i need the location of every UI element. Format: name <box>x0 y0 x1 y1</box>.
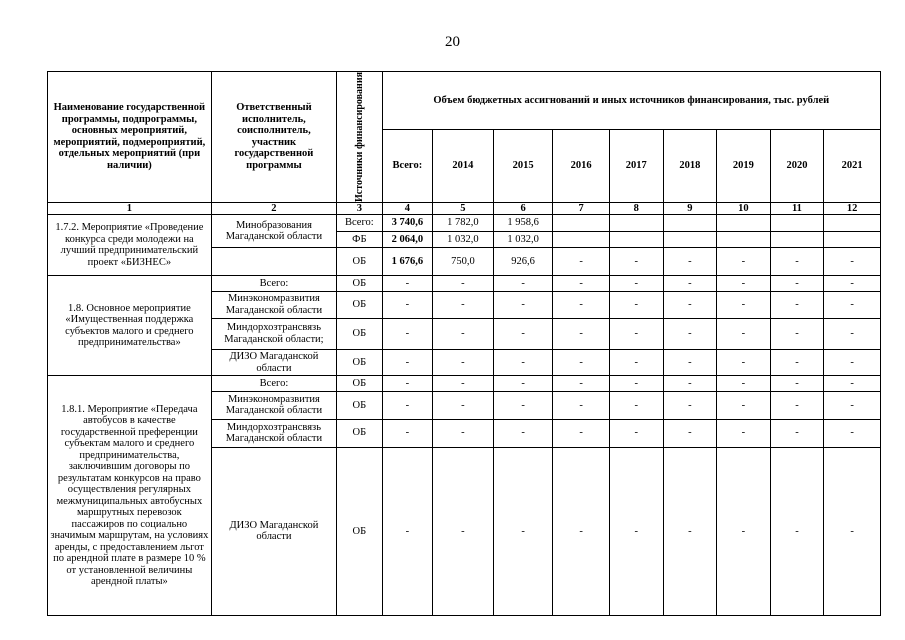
column-number: 12 <box>824 202 881 215</box>
value-cell: - <box>824 419 881 447</box>
source-cell: Всего: <box>337 215 382 232</box>
value-cell: - <box>553 276 610 291</box>
value-cell: - <box>609 349 663 376</box>
value-cell: - <box>433 276 494 291</box>
column-number: 1 <box>48 202 212 215</box>
header-year: Всего: <box>382 130 433 203</box>
value-cell: - <box>609 447 663 615</box>
value-cell <box>663 215 717 232</box>
value-cell: - <box>433 447 494 615</box>
value-cell: - <box>824 349 881 376</box>
value-cell: - <box>382 318 433 349</box>
value-cell: 750,0 <box>433 248 494 276</box>
value-cell: - <box>553 391 610 419</box>
value-cell: - <box>493 419 553 447</box>
value-cell: - <box>824 376 881 391</box>
executor-cell: Всего: <box>211 376 336 391</box>
executor-cell: Миндорхозтрансвязь Магаданской области; <box>211 318 336 349</box>
header-executor: Ответственный исполнитель, соисполнитель, участник государственной программы <box>211 72 336 203</box>
header-year: 2018 <box>663 130 717 203</box>
value-cell: - <box>553 349 610 376</box>
header-source <box>337 72 382 203</box>
value-cell: 1 782,0 <box>433 215 494 232</box>
value-cell: - <box>609 248 663 276</box>
executor-cell: Миндорхозтрансвязь Магаданской области <box>211 419 336 447</box>
value-cell: - <box>609 419 663 447</box>
value-cell: - <box>553 291 610 318</box>
value-cell: - <box>770 248 824 276</box>
executor-cell: ДИЗО Магаданской области <box>211 447 336 615</box>
value-cell <box>717 231 771 248</box>
value-cell: - <box>433 349 494 376</box>
value-cell: - <box>717 349 771 376</box>
value-cell: - <box>717 276 771 291</box>
header-source-label: Источники финансирования <box>353 72 365 202</box>
header-name: Наименование государственной программы, подпрограммы, основных мероприятий, мероприятий, подмероприятий, отдельных мероприятий (при наличии) <box>48 72 212 203</box>
column-number: 4 <box>382 202 433 215</box>
column-number: 6 <box>493 202 553 215</box>
executor-cell: ДИЗО Магаданской области <box>211 349 336 376</box>
value-cell: - <box>433 419 494 447</box>
header-year: 2016 <box>553 130 610 203</box>
value-cell: - <box>433 318 494 349</box>
value-cell <box>770 215 824 232</box>
value-cell: - <box>609 318 663 349</box>
source-cell: ОБ <box>337 376 382 391</box>
value-cell <box>770 231 824 248</box>
page-number: 20 <box>445 34 460 50</box>
table-row <box>48 215 881 232</box>
value-cell: 2 064,0 <box>382 231 433 248</box>
value-cell: - <box>824 447 881 615</box>
table-row <box>48 276 881 291</box>
value-cell: - <box>609 391 663 419</box>
value-cell: - <box>663 276 717 291</box>
table-row <box>48 376 881 391</box>
value-cell <box>717 215 771 232</box>
value-cell: - <box>663 391 717 419</box>
value-cell: - <box>770 376 824 391</box>
value-cell: - <box>770 276 824 291</box>
executor-cell: Минобразования Магаданской области <box>211 215 336 248</box>
value-cell: - <box>609 291 663 318</box>
value-cell: - <box>433 376 494 391</box>
value-cell <box>824 231 881 248</box>
value-cell: - <box>553 376 610 391</box>
value-cell: - <box>493 349 553 376</box>
column-number: 3 <box>337 202 382 215</box>
value-cell: - <box>493 376 553 391</box>
measure-name: 1.7.2. Мероприятие «Проведение конкурса среди молодежи на лучший предпринимательский проект «БИЗНЕС» <box>48 215 212 276</box>
value-cell: - <box>382 391 433 419</box>
value-cell: - <box>824 391 881 419</box>
header-year: 2014 <box>433 130 494 203</box>
header-year: 2019 <box>717 130 771 203</box>
value-cell: - <box>382 276 433 291</box>
value-cell: 1 032,0 <box>433 231 494 248</box>
value-cell: - <box>770 447 824 615</box>
header-budget: Объем бюджетных ассигнований и иных источников финансирования, тыс. рублей <box>382 72 880 130</box>
value-cell: - <box>553 419 610 447</box>
column-number: 9 <box>663 202 717 215</box>
column-number: 10 <box>717 202 771 215</box>
value-cell: - <box>717 447 771 615</box>
value-cell: - <box>433 391 494 419</box>
column-number: 8 <box>609 202 663 215</box>
value-cell: - <box>717 376 771 391</box>
value-cell: - <box>433 291 494 318</box>
value-cell: - <box>663 419 717 447</box>
source-cell: ОБ <box>337 318 382 349</box>
value-cell: - <box>663 376 717 391</box>
value-cell: - <box>717 318 771 349</box>
source-cell: ОБ <box>337 419 382 447</box>
column-number: 7 <box>553 202 610 215</box>
value-cell: - <box>382 291 433 318</box>
value-cell: - <box>663 318 717 349</box>
value-cell: - <box>553 447 610 615</box>
value-cell: - <box>663 248 717 276</box>
value-cell: 1 958,6 <box>493 215 553 232</box>
value-cell: - <box>609 376 663 391</box>
value-cell: - <box>770 419 824 447</box>
header-year: 2015 <box>493 130 553 203</box>
value-cell: 1 032,0 <box>493 231 553 248</box>
header-row-1 <box>48 72 881 130</box>
value-cell: - <box>663 349 717 376</box>
column-number: 2 <box>211 202 336 215</box>
executor-cell <box>211 248 336 276</box>
source-cell: ОБ <box>337 248 382 276</box>
value-cell: - <box>770 318 824 349</box>
executor-cell: Всего: <box>211 276 336 291</box>
header-year: 2021 <box>824 130 881 203</box>
source-cell: ФБ <box>337 231 382 248</box>
value-cell: - <box>717 391 771 419</box>
measure-name: 1.8.1. Мероприятие «Передача автобусов в качестве государственной преференции субъектам малого и среднего предпринимательства, заключившим договоры по результатам конкурсов на право осуществления регулярных межмуниципальных автобусных маршрутных перевозок пассажиров по социально значимым маршрутам, на условиях аренды, с предоставлением льгот по арендной плате в размере 10 % от установленной величины арендной платы» <box>48 376 212 616</box>
value-cell: - <box>609 276 663 291</box>
source-cell: ОБ <box>337 276 382 291</box>
value-cell: - <box>770 349 824 376</box>
value-cell: - <box>717 419 771 447</box>
header-year: 2020 <box>770 130 824 203</box>
value-cell: 1 676,6 <box>382 248 433 276</box>
source-cell: ОБ <box>337 349 382 376</box>
value-cell: - <box>493 318 553 349</box>
source-cell: ОБ <box>337 291 382 318</box>
value-cell: 3 740,6 <box>382 215 433 232</box>
value-cell: - <box>824 318 881 349</box>
value-cell: - <box>493 391 553 419</box>
value-cell: - <box>382 349 433 376</box>
value-cell: - <box>493 291 553 318</box>
value-cell: - <box>553 248 610 276</box>
value-cell: - <box>663 291 717 318</box>
header-year: 2017 <box>609 130 663 203</box>
column-number-row <box>48 202 881 215</box>
value-cell <box>609 215 663 232</box>
value-cell: - <box>824 291 881 318</box>
value-cell: - <box>382 447 433 615</box>
column-number: 11 <box>770 202 824 215</box>
value-cell: - <box>717 248 771 276</box>
value-cell: - <box>824 248 881 276</box>
source-cell: ОБ <box>337 391 382 419</box>
value-cell: - <box>663 447 717 615</box>
value-cell <box>553 231 610 248</box>
measure-name: 1.8. Основное мероприятие «Имущественная поддержка субъектов малого и среднего предпринимательства» <box>48 276 212 376</box>
executor-cell: Минэкономразвития Магаданской области <box>211 291 336 318</box>
value-cell <box>663 231 717 248</box>
value-cell: - <box>824 276 881 291</box>
executor-cell: Минэкономразвития Магаданской области <box>211 391 336 419</box>
value-cell: - <box>493 447 553 615</box>
column-number: 5 <box>433 202 494 215</box>
value-cell <box>553 215 610 232</box>
value-cell: - <box>382 376 433 391</box>
value-cell: - <box>717 291 771 318</box>
value-cell: - <box>493 276 553 291</box>
value-cell: - <box>770 291 824 318</box>
value-cell: 926,6 <box>493 248 553 276</box>
value-cell: - <box>553 318 610 349</box>
financing-table <box>47 71 881 616</box>
source-cell: ОБ <box>337 447 382 615</box>
value-cell <box>609 231 663 248</box>
value-cell: - <box>382 419 433 447</box>
value-cell: - <box>770 391 824 419</box>
value-cell <box>824 215 881 232</box>
